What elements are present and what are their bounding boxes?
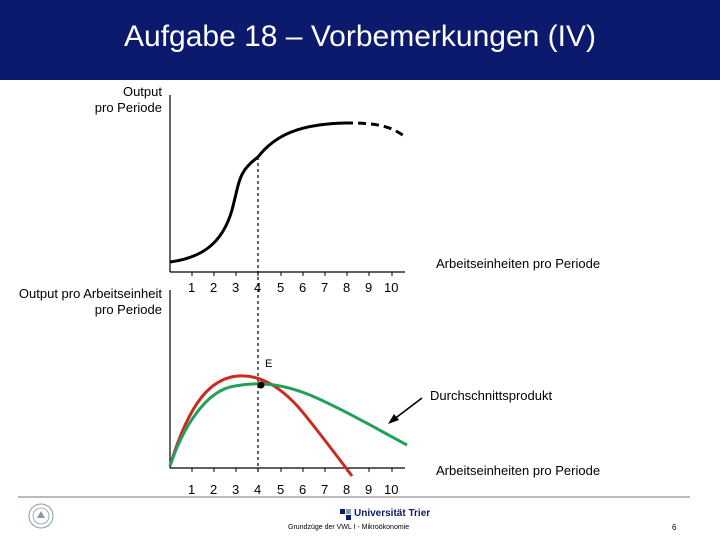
bottom-tick-8: 8 [343, 482, 351, 497]
bottom-tick-3: 3 [232, 482, 240, 497]
bottom-tick-7: 7 [321, 482, 329, 497]
bottom-tick-4: 4 [254, 482, 262, 497]
point-e-label: E [265, 358, 273, 370]
page-number: 6 [672, 523, 677, 532]
university-logo [340, 508, 460, 522]
bottom-tick-1: 1 [188, 482, 196, 497]
bottom-tick-6: 6 [299, 482, 307, 497]
top-y-label-line2: pro Periode [94, 100, 162, 115]
total-product-curve-dashed [345, 123, 404, 136]
top-tick-2: 2 [210, 280, 218, 295]
bottom-tick-5: 5 [277, 482, 285, 497]
bottom-y-label [0, 286, 162, 318]
top-y-label [40, 84, 162, 116]
average-product-arrow [393, 398, 422, 420]
top-tick-3: 3 [232, 280, 240, 295]
bottom-y-label-line2: pro Periode [94, 302, 162, 317]
top-tick-9: 9 [365, 280, 373, 295]
top-x-label: Arbeitseinheiten pro Periode [436, 256, 601, 271]
top-tick-6: 6 [299, 280, 307, 295]
top-tick-8: 8 [343, 280, 351, 295]
top-tick-10: 10 [384, 280, 399, 295]
top-tick-1: 1 [188, 280, 196, 295]
bottom-tick-10: 10 [384, 482, 399, 497]
top-tick-7: 7 [321, 280, 329, 295]
top-y-label-line1: Output [122, 84, 162, 99]
average-product-label: Durchschnittsprodukt [430, 388, 553, 403]
university-logo-icon [340, 509, 352, 521]
university-seal-icon [28, 503, 54, 529]
bottom-y-label-line1: Output pro Arbeitseinheit [18, 286, 162, 301]
university-name: Universität Trier [354, 508, 431, 519]
bottom-tick-2: 2 [210, 482, 218, 497]
top-tick-4: 4 [254, 280, 262, 295]
marginal-product-curve [170, 376, 352, 476]
course-name: Grundzüge der VWL I - Mikroökonomie [288, 524, 410, 531]
top-tick-5: 5 [277, 280, 285, 295]
bottom-tick-9: 9 [365, 482, 373, 497]
slide-title: Aufgabe 18 – Vorbemerkungen (IV) [124, 20, 596, 53]
bottom-x-label: Arbeitseinheiten pro Periode [436, 463, 601, 478]
average-product-arrowhead [388, 414, 399, 424]
point-e [258, 382, 265, 389]
